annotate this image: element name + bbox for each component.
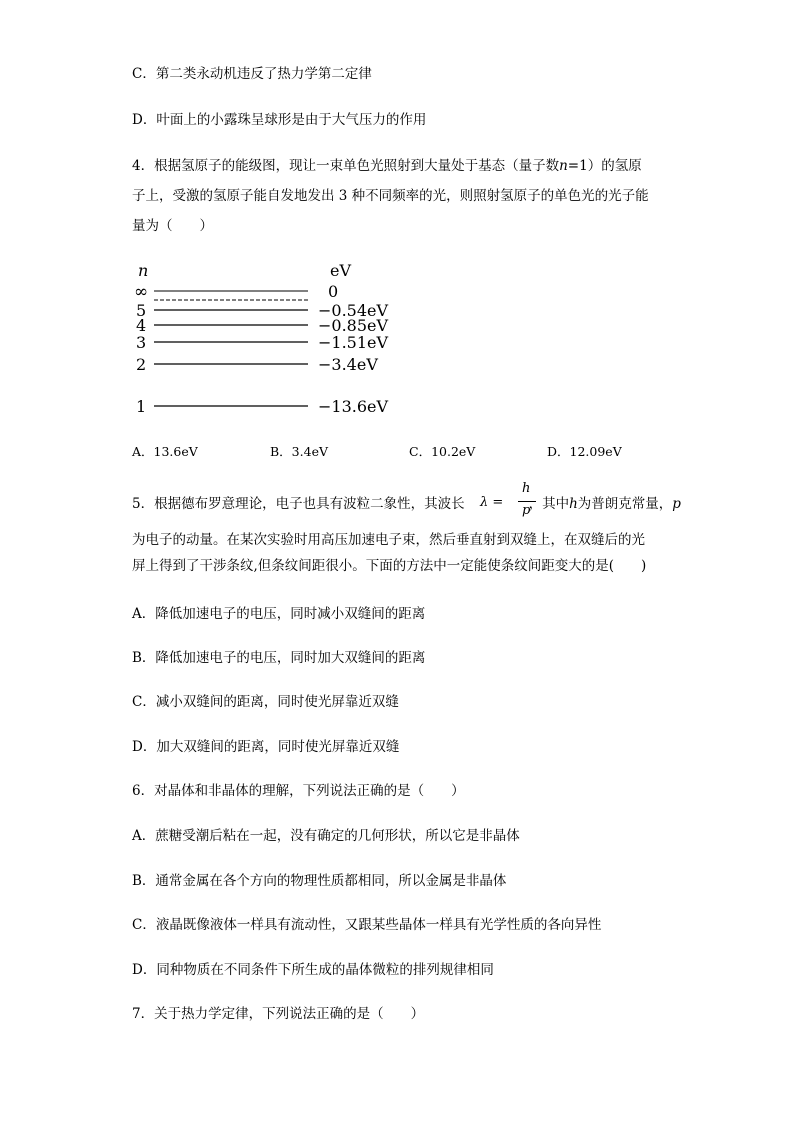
q6-option-a: A．蔗糖受潮后粘在一起，没有确定的几何形状，所以它是非晶体	[132, 828, 520, 844]
question-4-line-2: 子上，受激的氢原子能自发地发出 3 种不同频率的光，则照射氢原子的单色光的光子能	[132, 188, 649, 204]
level-label-4: 4	[136, 316, 147, 335]
q4-option-d: D．12.09eV	[547, 444, 622, 459]
level-label-1: 1	[136, 397, 147, 416]
q5-text-c: 为普朗克常量，	[577, 496, 673, 512]
wavelength-formula	[480, 483, 540, 523]
level-label-inf: ∞	[134, 282, 149, 302]
q5-p-var: p	[672, 496, 681, 512]
level-energy-1: −13.6eV	[318, 397, 389, 416]
q4-text-b: =1）的氢原	[567, 158, 642, 174]
fraction-bar	[518, 501, 536, 502]
level-energy-3: −1.51eV	[318, 333, 389, 352]
q6-option-d: D．同种物质在不同条件下所生成的晶体微粒的排列规律相同	[132, 962, 494, 978]
question-4-line-1	[132, 156, 642, 176]
question-6: 6．对晶体和非晶体的理解，下列说法正确的是（ ）	[132, 783, 465, 799]
q6-option-b: B．通常金属在各个方向的物理性质都相同，所以金属是非晶体	[132, 873, 507, 889]
option-3c: C．第二类永动机违反了热力学第二定律	[132, 66, 372, 82]
level-energy-inf: 0	[328, 282, 339, 301]
q5-option-d: D．加大双缝间的距离，同时使光屏靠近双缝	[132, 739, 400, 755]
q4-option-c: C．10.2eV	[409, 444, 476, 459]
level-energy-5: −0.54eV	[318, 301, 389, 320]
q5-text-a: 5．根据德布罗意理论，电子也具有波粒二象性，其波长	[132, 496, 465, 512]
question-5-line-2: 为电子的动量。在某次实验时用高压加速电子束，然后垂直射到双缝上，在双缝后的光	[132, 532, 645, 548]
q6-option-c: C．液晶既像液体一样具有流动性，又跟某些晶体一样具有光学性质的各向异性	[132, 917, 602, 933]
denominator-p: p	[522, 503, 531, 518]
level-label-2: 2	[136, 355, 147, 374]
n-axis-label: n	[138, 261, 149, 280]
q4-text-a: 4．根据氢原子的能级图，现让一束单色光照射到大量处于基态（量子数	[132, 158, 560, 174]
lambda-symbol: λ =	[480, 495, 504, 510]
q4-n-var: n	[559, 158, 568, 174]
numerator-h: h	[522, 481, 531, 496]
q5-h-var: h	[569, 496, 578, 512]
level-energy-2: −3.4eV	[318, 355, 378, 374]
question-5-line-1	[132, 494, 681, 514]
q4-option-b: B．3.4eV	[270, 444, 328, 459]
q5-option-a: A．降低加速电子的电压，同时减小双缝间的距离	[132, 606, 426, 622]
unit-label: eV	[330, 261, 352, 280]
level-energy-4: −0.85eV	[318, 316, 389, 335]
level-label-5: 5	[136, 301, 147, 320]
q5-text-b: ，其中	[528, 496, 570, 512]
level-label-3: 3	[136, 333, 147, 352]
q5-option-c: C．减小双缝间的距离，同时使光屏靠近双缝	[132, 694, 399, 710]
q4-option-a: A．13.6eV	[132, 444, 198, 459]
question-7: 7．关于热力学定律，下列说法正确的是（ ）	[132, 1006, 425, 1022]
energy-level-diagram	[132, 260, 432, 420]
question-4-line-3: 量为（ ）	[132, 218, 213, 234]
question-5-line-3: 屏上得到了干涉条纹,但条纹间距很小。下面的方法中一定能使条纹间距变大的是( )	[132, 558, 647, 574]
q5-option-b: B．降低加速电子的电压，同时加大双缝间的距离	[132, 650, 426, 666]
option-3d: D．叶面上的小露珠呈球形是由于大气压力的作用	[132, 112, 427, 128]
